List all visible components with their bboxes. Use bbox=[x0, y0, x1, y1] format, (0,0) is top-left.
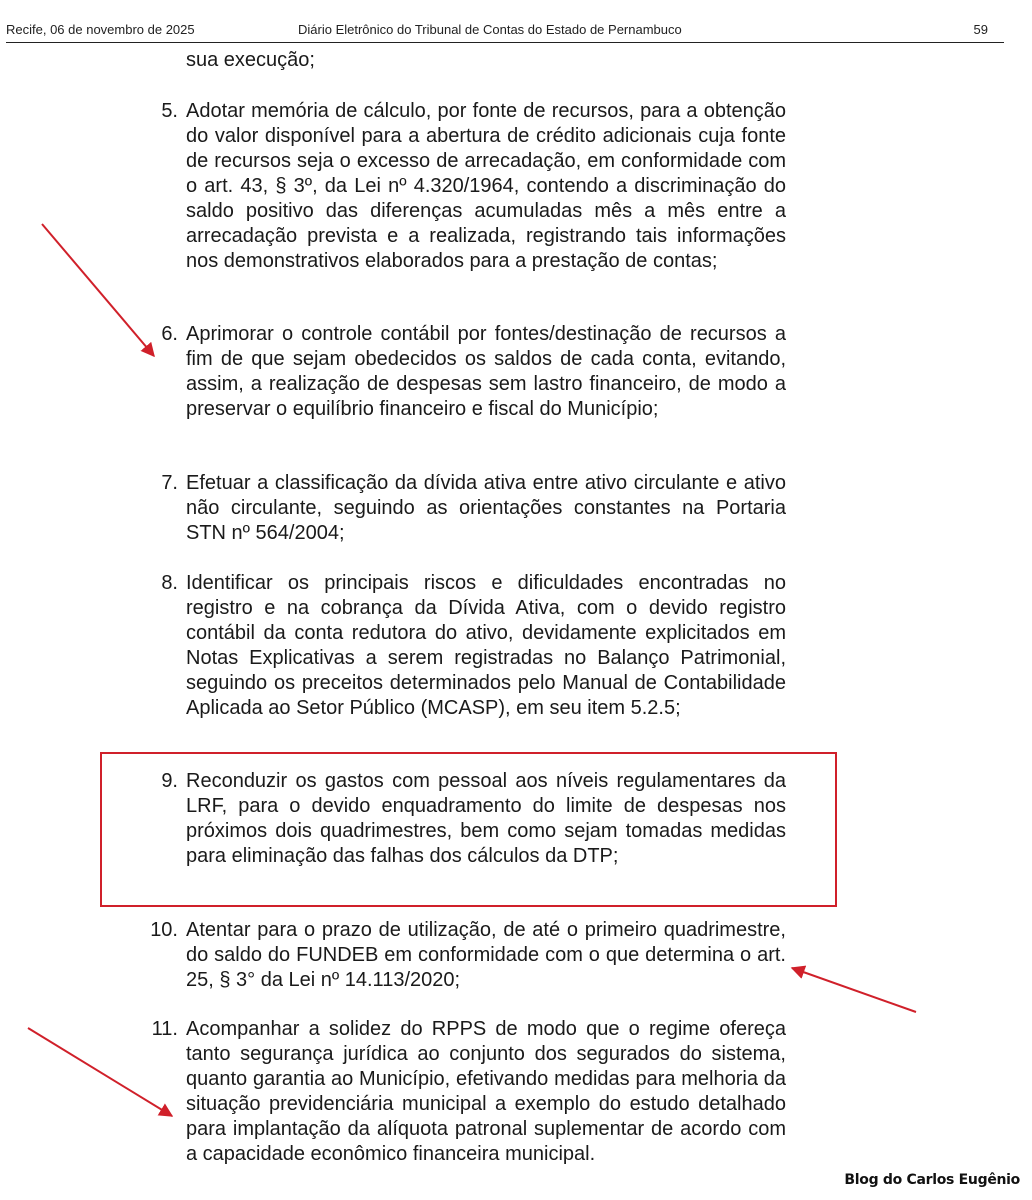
continued-text: sua execução; bbox=[186, 49, 315, 71]
header-journal-title: Diário Eletrônico do Tribunal de Contas do Estado de Pernambuco bbox=[298, 22, 682, 37]
list-item-text: Aprimorar o controle contábil por fontes/destinação de recursos a fim de que sejam obedecidos os saldos de cada conta, evitando, assim, a realização de despesas sem lastro financeiro, de modo a preservar o equilíbrio financeiro e fiscal do Município; bbox=[186, 323, 786, 420]
item-number: 10. bbox=[150, 919, 178, 941]
list-item-text: Acompanhar a solidez do RPPS de modo que o regime ofereça tanto segurança jurídica ao conjunto dos segurados do sistema, quanto garantia ao Município, efetivando medidas para melhoria da situação previdenciária municipal a exemplo do estudo detalhado para implantação da alíquota patronal suplementar de acordo com a capacidade econômico financeira municipal. bbox=[186, 1018, 786, 1165]
annotation-arrow-item-6 bbox=[42, 224, 154, 356]
item-number: 6. bbox=[161, 323, 178, 345]
list-item-text: Efetuar a classificação da dívida ativa entre ativo circulante e ativo não circulante, seguindo as orientações constantes na Portaria STN nº 564/2004; bbox=[186, 472, 786, 544]
item-number: 9. bbox=[161, 770, 178, 792]
item-number: 5. bbox=[161, 100, 178, 122]
annotation-arrow-item-11 bbox=[28, 1028, 172, 1116]
list-item-text: Atentar para o prazo de utilização, de até o primeiro quadrimestre, do saldo do FUNDEB em conformidade com o que determina o art. 25, § 3° da Lei nº 14.113/2020; bbox=[186, 919, 786, 991]
page-number: 59 bbox=[973, 22, 988, 37]
blog-watermark: Blog do Carlos Eugênio bbox=[844, 1172, 1020, 1188]
list-item-text: Reconduzir os gastos com pessoal aos níveis regulamentares da LRF, para o devido enquadramento do limite de despesas nos próximos dois quadrimestres, bem como sejam tomadas medidas para eliminação das falhas dos cálculos da DTP; bbox=[186, 770, 786, 867]
item-number: 7. bbox=[161, 472, 178, 494]
list-item-text: Identificar os principais riscos e dificuldades encontradas no registro e na cobrança da Dívida Ativa, com o devido registro contábil da conta redutora do ativo, devidamente explicitados em Notas Explicativas a serem registradas no Balanço Patrimonial, seguindo os preceitos determinados pelo Manual de Contabilidade Aplicada ao Setor Público (MCASP), em seu item 5.2.5; bbox=[186, 572, 786, 719]
item-number: 8. bbox=[161, 572, 178, 594]
list-item-text: Adotar memória de cálculo, por fonte de recursos, para a obtenção do valor disponível para a abertura de crédito adicionais cuja fonte de recursos seja o excesso de arrecadação, em conformidade com o art. 43, § 3º, da Lei nº 4.320/1964, contendo a discriminação do saldo positivo das diferenças acumuladas mês a mês entre a arrecadação prevista e a realizada, registrando tais informações nos demonstrativos elaborados para a prestação de contas; bbox=[186, 100, 786, 272]
header-date: Recife, 06 de novembro de 2025 bbox=[6, 22, 195, 37]
item-number: 11. bbox=[151, 1018, 178, 1040]
annotation-arrow-item-10 bbox=[792, 968, 916, 1012]
